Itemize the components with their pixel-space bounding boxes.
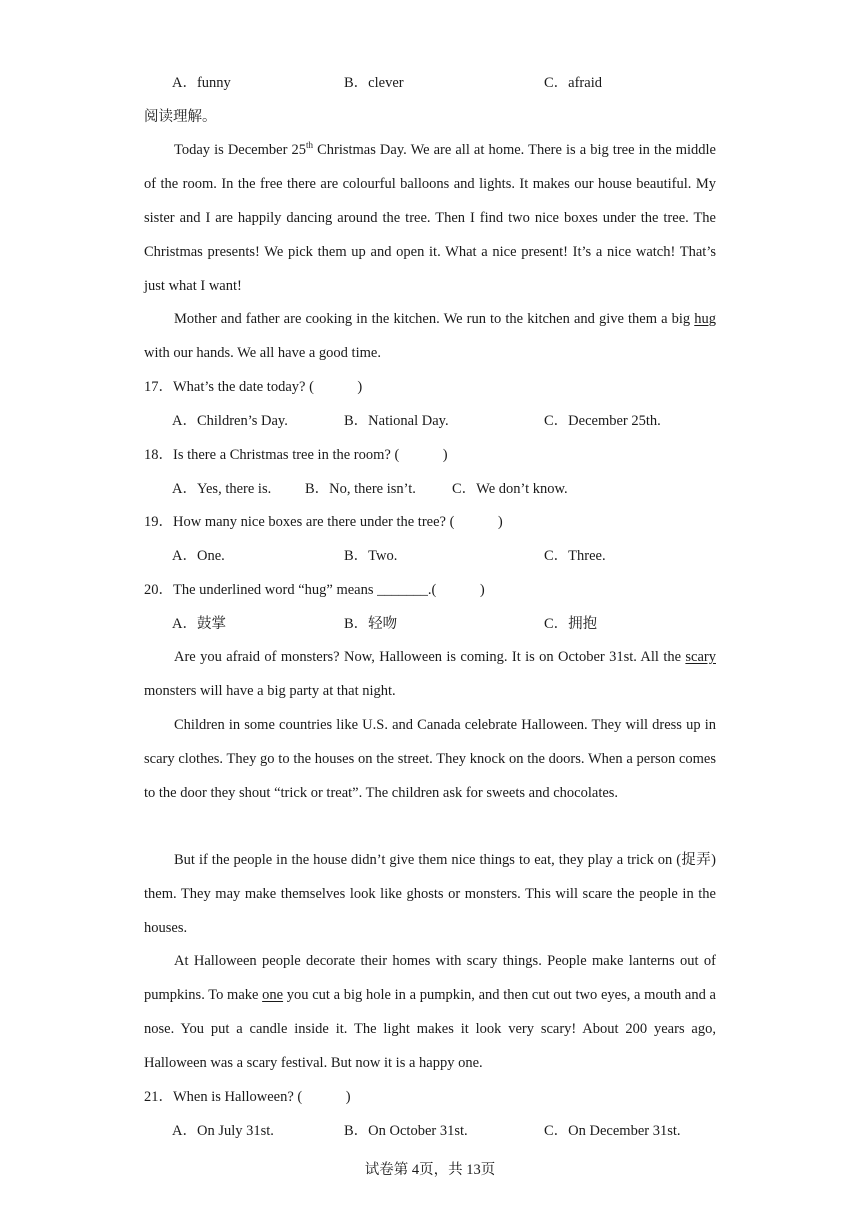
passage2-paragraph4: At Halloween people decorate their homes with scary things. People make lanterns out of pumpkins. To make one you cut a big hole in a pumpkin, and then cut out two eyes, a mouth and a nose. You put a candle inside it. The light makes it look very scary! About 200 years ago, Halloween was a scary festival. But now it is a happy one. xyxy=(144,953,716,1071)
underlined-scary: scary xyxy=(685,649,716,665)
question-19: 19．How many nice boxes are there under the tree? ( ) xyxy=(144,514,503,530)
q21-option-a[interactable]: A．On July 31st. xyxy=(172,1123,274,1139)
q17-option-a[interactable]: A．Children’s Day. xyxy=(172,413,288,429)
passage2-paragraph2: Children in some countries like U.S. and Canada celebrate Halloween. They will dress up in scary clothes. They go to the houses on the street. They knock on the doors. When a person comes to the door they shout “trick or treat”. The children ask for sweets and chocolates. xyxy=(144,717,716,801)
q21-option-c[interactable]: C．On December 31st. xyxy=(544,1123,681,1139)
q19-option-a[interactable]: A．One. xyxy=(172,548,225,564)
q18-option-c[interactable]: C．We don’t know. xyxy=(452,481,568,497)
q18-option-a[interactable]: A．Yes, there is. xyxy=(172,481,272,497)
question-18: 18．Is there a Christmas tree in the room? ( ) xyxy=(144,447,448,463)
prev-question-options xyxy=(172,73,732,93)
passage1-paragraph2: Mother and father are cooking in the kitchen. We run to the kitchen and give them a big hug with our hands. We all have a good time. xyxy=(144,311,716,361)
q20-option-a[interactable]: A．鼓掌 xyxy=(172,616,226,632)
q21-option-b[interactable]: B．On October 31st. xyxy=(344,1123,468,1139)
question-20-options xyxy=(172,614,732,634)
passage2-paragraph3: But if the people in the house didn’t give them nice things to eat, they play a trick on (捉弄) them. They may make themselves look like ghosts or monsters. This will scare the people in the houses. xyxy=(144,852,716,936)
question-20: 20．The underlined word “hug” means _______.( ) xyxy=(144,582,485,598)
q17-option-c[interactable]: C．December 25th. xyxy=(544,413,661,429)
passage2-paragraph1: Are you afraid of monsters? Now, Halloween is coming. It is on October 31st. All the scary monsters will have a big party at that night. xyxy=(144,649,716,699)
q18-option-b[interactable]: B．No, there isn’t. xyxy=(305,481,416,497)
section-title: 阅读理解。 xyxy=(144,109,217,125)
question-19-options xyxy=(172,546,732,566)
question-18-options xyxy=(172,479,732,499)
option-c[interactable]: C．afraid xyxy=(544,75,602,91)
q19-option-b[interactable]: B．Two. xyxy=(344,548,398,564)
q17-option-b[interactable]: B．National Day. xyxy=(344,413,449,429)
underlined-hug: hug xyxy=(694,311,716,327)
question-17-options xyxy=(172,411,732,431)
question-17: 17．What’s the date today? ( ) xyxy=(144,379,363,395)
q19-option-c[interactable]: C．Three. xyxy=(544,548,606,564)
option-a[interactable]: A．funny xyxy=(172,75,231,91)
passage1-paragraph1: Today is December 25th Christmas Day. We are all at home. There is a big tree in the middle of the room. In the free there are colourful balloons and lights. It makes our house beautiful. My sister and I are happily dancing around the tree. Then I find two nice boxes under the tree. The Christmas presents! We pick them up and open it. What a nice present! It’s a nice watch! That’s just what I want! xyxy=(144,140,716,294)
page-footer: 试卷第 4页，共 13页 xyxy=(364,1162,496,1178)
q20-option-c[interactable]: C．拥抱 xyxy=(544,616,598,632)
question-21: 21．When is Halloween? ( ) xyxy=(144,1089,351,1105)
q20-option-b[interactable]: B．轻吻 xyxy=(344,616,398,632)
underlined-one: one xyxy=(262,987,284,1003)
question-21-options xyxy=(172,1121,732,1141)
option-b[interactable]: B．clever xyxy=(344,75,404,91)
